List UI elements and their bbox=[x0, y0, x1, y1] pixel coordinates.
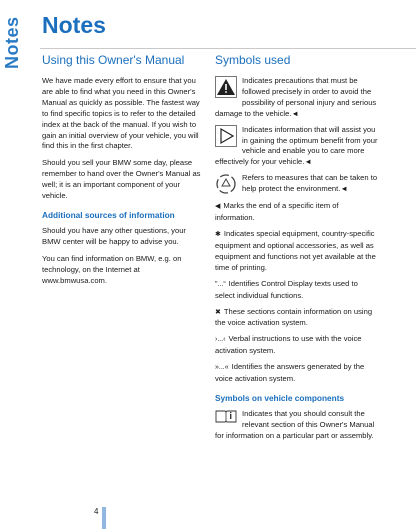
page-number: 4 bbox=[94, 507, 99, 516]
symbol-text-end-marker: Marks the end of a specific item of information. bbox=[215, 201, 339, 223]
paragraph-bmw-center: Should you have any other questions, your BMW center will be happy to advise you. bbox=[42, 225, 186, 246]
subheading-additional-sources: Additional sources of information bbox=[42, 209, 175, 220]
warning-triangle-icon bbox=[215, 76, 237, 98]
subheading-vehicle-components: Symbols on vehicle components bbox=[215, 392, 345, 403]
symbol-text-voice: These sections contain information on using the voice activation system. bbox=[215, 306, 373, 328]
paragraph-internet: You can find information on BMW, e.g. on technology, on the Internet at www.bmwusa.com. bbox=[42, 253, 182, 285]
symbol-item-voice bbox=[215, 307, 379, 330]
symbol-text-voice-answer: Identifies the answers generated by the voice activation system. bbox=[215, 362, 365, 384]
title-divider bbox=[40, 48, 416, 49]
play-arrow-icon bbox=[215, 125, 237, 147]
symbol-text-component: Indicates that you should consult the relevant section of this Owner's Manual for information on a particular part or assembly. bbox=[215, 408, 375, 440]
left-column bbox=[42, 50, 202, 293]
symbol-item-control-display bbox=[215, 279, 379, 302]
paragraph-sell: Should you sell your BMW some day, please remember to hand over the Owner's Manual as well; it is an important component of your vehicle. bbox=[42, 158, 201, 201]
paragraph-intro: We have made every effort to ensure that you are able to find what you need in this Owner's Manual as quickly as possible. The fastest way to find specific topics is to refer to the detailed index at the back of the manual. If you wish to gain an initial overview of your vehicle, you will find this in the first chapter. bbox=[42, 76, 200, 151]
right-column bbox=[215, 50, 379, 447]
symbol-text-info: Indicates information that will assist you in gaining the optimum benefit from your vehicle and enable you to care more effectively for your vehicle.◄ bbox=[215, 124, 378, 167]
page-marker-bar bbox=[102, 507, 106, 529]
symbol-text-voice-command: Verbal instructions to use with the voice activation system. bbox=[215, 334, 362, 356]
symbol-item-voice-answer bbox=[215, 362, 379, 385]
symbol-text-environment: Refers to measures that can be taken to help protect the environment.◄ bbox=[242, 173, 378, 194]
page-title: Notes bbox=[42, 12, 106, 38]
symbol-item-special-equipment bbox=[215, 229, 379, 274]
symbol-text-control-display: Identifies Control Display texts used to select individual functions. bbox=[215, 278, 358, 300]
quotes-icon: "...“ bbox=[215, 280, 226, 288]
voice-icon: ✖​ bbox=[215, 308, 221, 316]
symbol-text-warning: Indicates precautions that must be followed precisely in order to avoid the possibility of personal injury and serious damage to the vehicle.◄ bbox=[215, 76, 377, 118]
voice-command-icon: ›...‹ bbox=[215, 336, 226, 344]
recycle-icon bbox=[215, 173, 237, 195]
symbol-text-special-equipment: Indicates special equipment, country-specific equipment and optional accessories, as well as equipment and functions not yet available at the time of printing. bbox=[215, 229, 376, 272]
side-tab-label: Notes bbox=[2, 16, 22, 70]
asterisk-icon: ✱ bbox=[215, 231, 221, 239]
section-heading-owners-manual: Using this Owner's Manual bbox=[42, 53, 185, 67]
symbol-item-info bbox=[215, 125, 379, 169]
book-info-icon bbox=[215, 409, 237, 423]
symbol-item-end-marker bbox=[215, 201, 379, 224]
side-tab bbox=[0, 0, 26, 74]
section-heading-symbols: Symbols used bbox=[215, 53, 291, 67]
symbol-item-warning bbox=[215, 76, 379, 120]
symbol-item-voice-command bbox=[215, 334, 379, 357]
end-marker-icon: ◀ bbox=[215, 203, 221, 211]
symbol-item-component bbox=[215, 409, 379, 442]
symbol-item-environment bbox=[215, 173, 379, 196]
voice-answer-icon: »...« bbox=[215, 364, 229, 372]
